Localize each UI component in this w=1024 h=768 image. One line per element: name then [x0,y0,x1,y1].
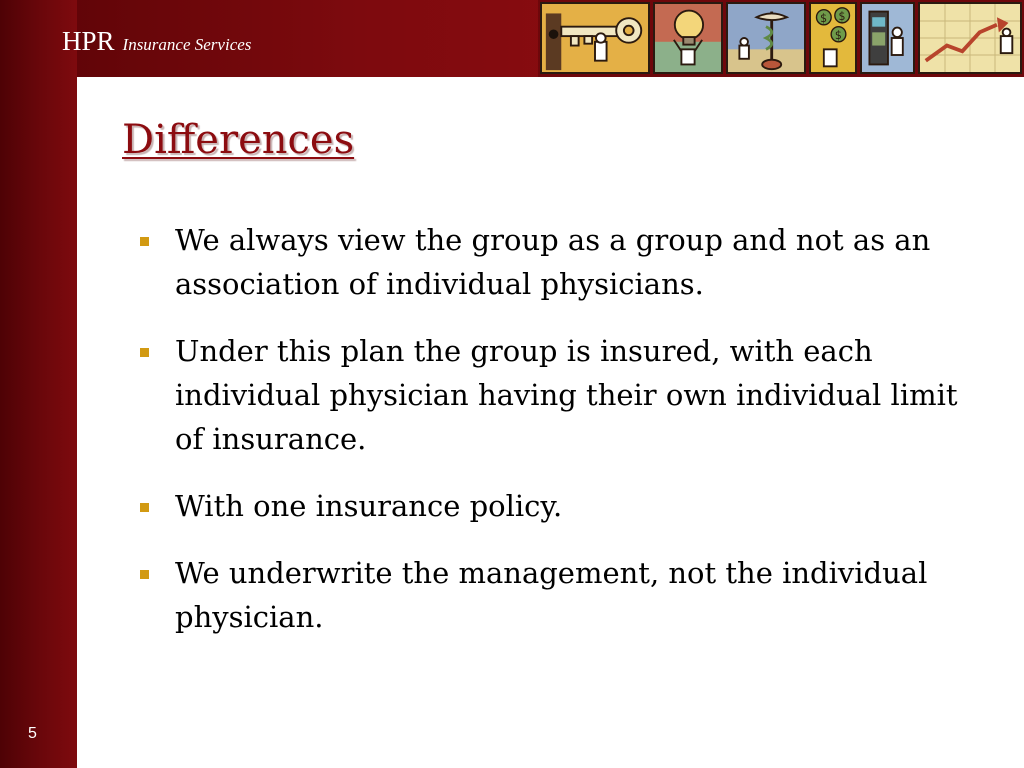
bullet-item [140,329,980,461]
bullet-item [140,484,980,528]
page-number: 5 [28,725,37,742]
bullet-square-icon [140,570,149,579]
money-icon [809,2,857,74]
key-icon [540,2,650,74]
bullet-text: With one insurance policy. [175,489,563,523]
growth-chart-icon [918,2,1022,74]
bullet-item [140,551,980,639]
svg-text:$: $ [820,11,828,25]
brand-tagline: Insurance Services [122,35,252,54]
svg-text:$: $ [834,28,842,42]
bullet-text: Under this plan the group is insured, with each individual physician having their own individual limit of insurance. [175,334,958,456]
clip-art-strip [538,0,1024,77]
bullet-list [140,218,980,662]
bullet-item [140,218,980,306]
lightbulb-icon [653,2,723,74]
atm-icon [860,2,915,74]
bullet-text: We underwrite the management, not the individual physician. [175,556,928,634]
caduceus-icon [726,2,806,74]
left-band [0,0,77,768]
slide-title: Differences [122,117,355,163]
brand-logo [62,26,251,57]
brand-name: HPR [62,26,115,56]
svg-text:$: $ [838,9,846,24]
bullet-square-icon [140,503,149,512]
bullet-square-icon [140,237,149,246]
bullet-text: We always view the group as a group and not as an association of individual physicians. [175,223,931,301]
bullet-square-icon [140,348,149,357]
